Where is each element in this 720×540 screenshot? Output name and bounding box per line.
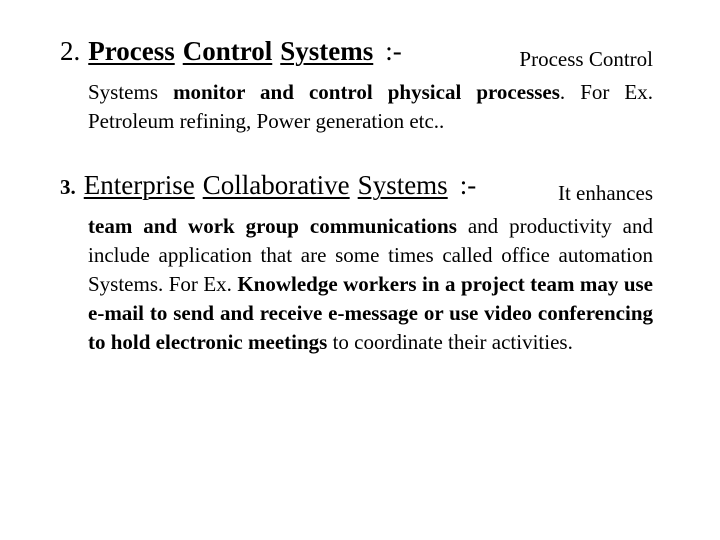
heading-separator: :- <box>459 170 477 200</box>
body-text: . For Ex. Petroleum refining, Power generation etc.. <box>88 80 654 133</box>
heading-separator: :- <box>385 36 402 66</box>
item-number: 3. <box>60 175 76 199</box>
item-heading <box>60 170 653 214</box>
item-body <box>88 78 653 136</box>
heading-word: Systems <box>357 170 448 200</box>
body-text: and productivity and include application that are some times called office automation Systems. For Ex. <box>88 214 653 296</box>
heading-word: Control <box>182 36 273 66</box>
body-text: to coordinate their activities. <box>327 330 573 354</box>
item-heading <box>60 36 653 80</box>
heading-word: Systems <box>280 36 374 66</box>
body-bold-text: monitor and control physical processes <box>173 80 560 104</box>
heading-word: Collaborative <box>202 170 350 200</box>
body-text: Systems <box>88 80 174 104</box>
list-item-enterprise-collaborative-systems <box>60 170 653 357</box>
heading-word: Process <box>88 36 175 66</box>
item-number: 2. <box>60 36 81 66</box>
heading-lead-text: It enhances <box>557 181 653 205</box>
heading-word: Enterprise <box>83 170 195 200</box>
list-item-process-control-systems <box>60 36 653 136</box>
body-bold-text: team and work group communications <box>88 214 457 238</box>
item-body <box>88 212 653 357</box>
body-bold-text: Knowledge workers in a project team may use e-mail to send and receive e-message or use video conferencing to hold electronic meetings <box>88 272 653 354</box>
heading-lead-text: Process Control <box>519 47 653 71</box>
